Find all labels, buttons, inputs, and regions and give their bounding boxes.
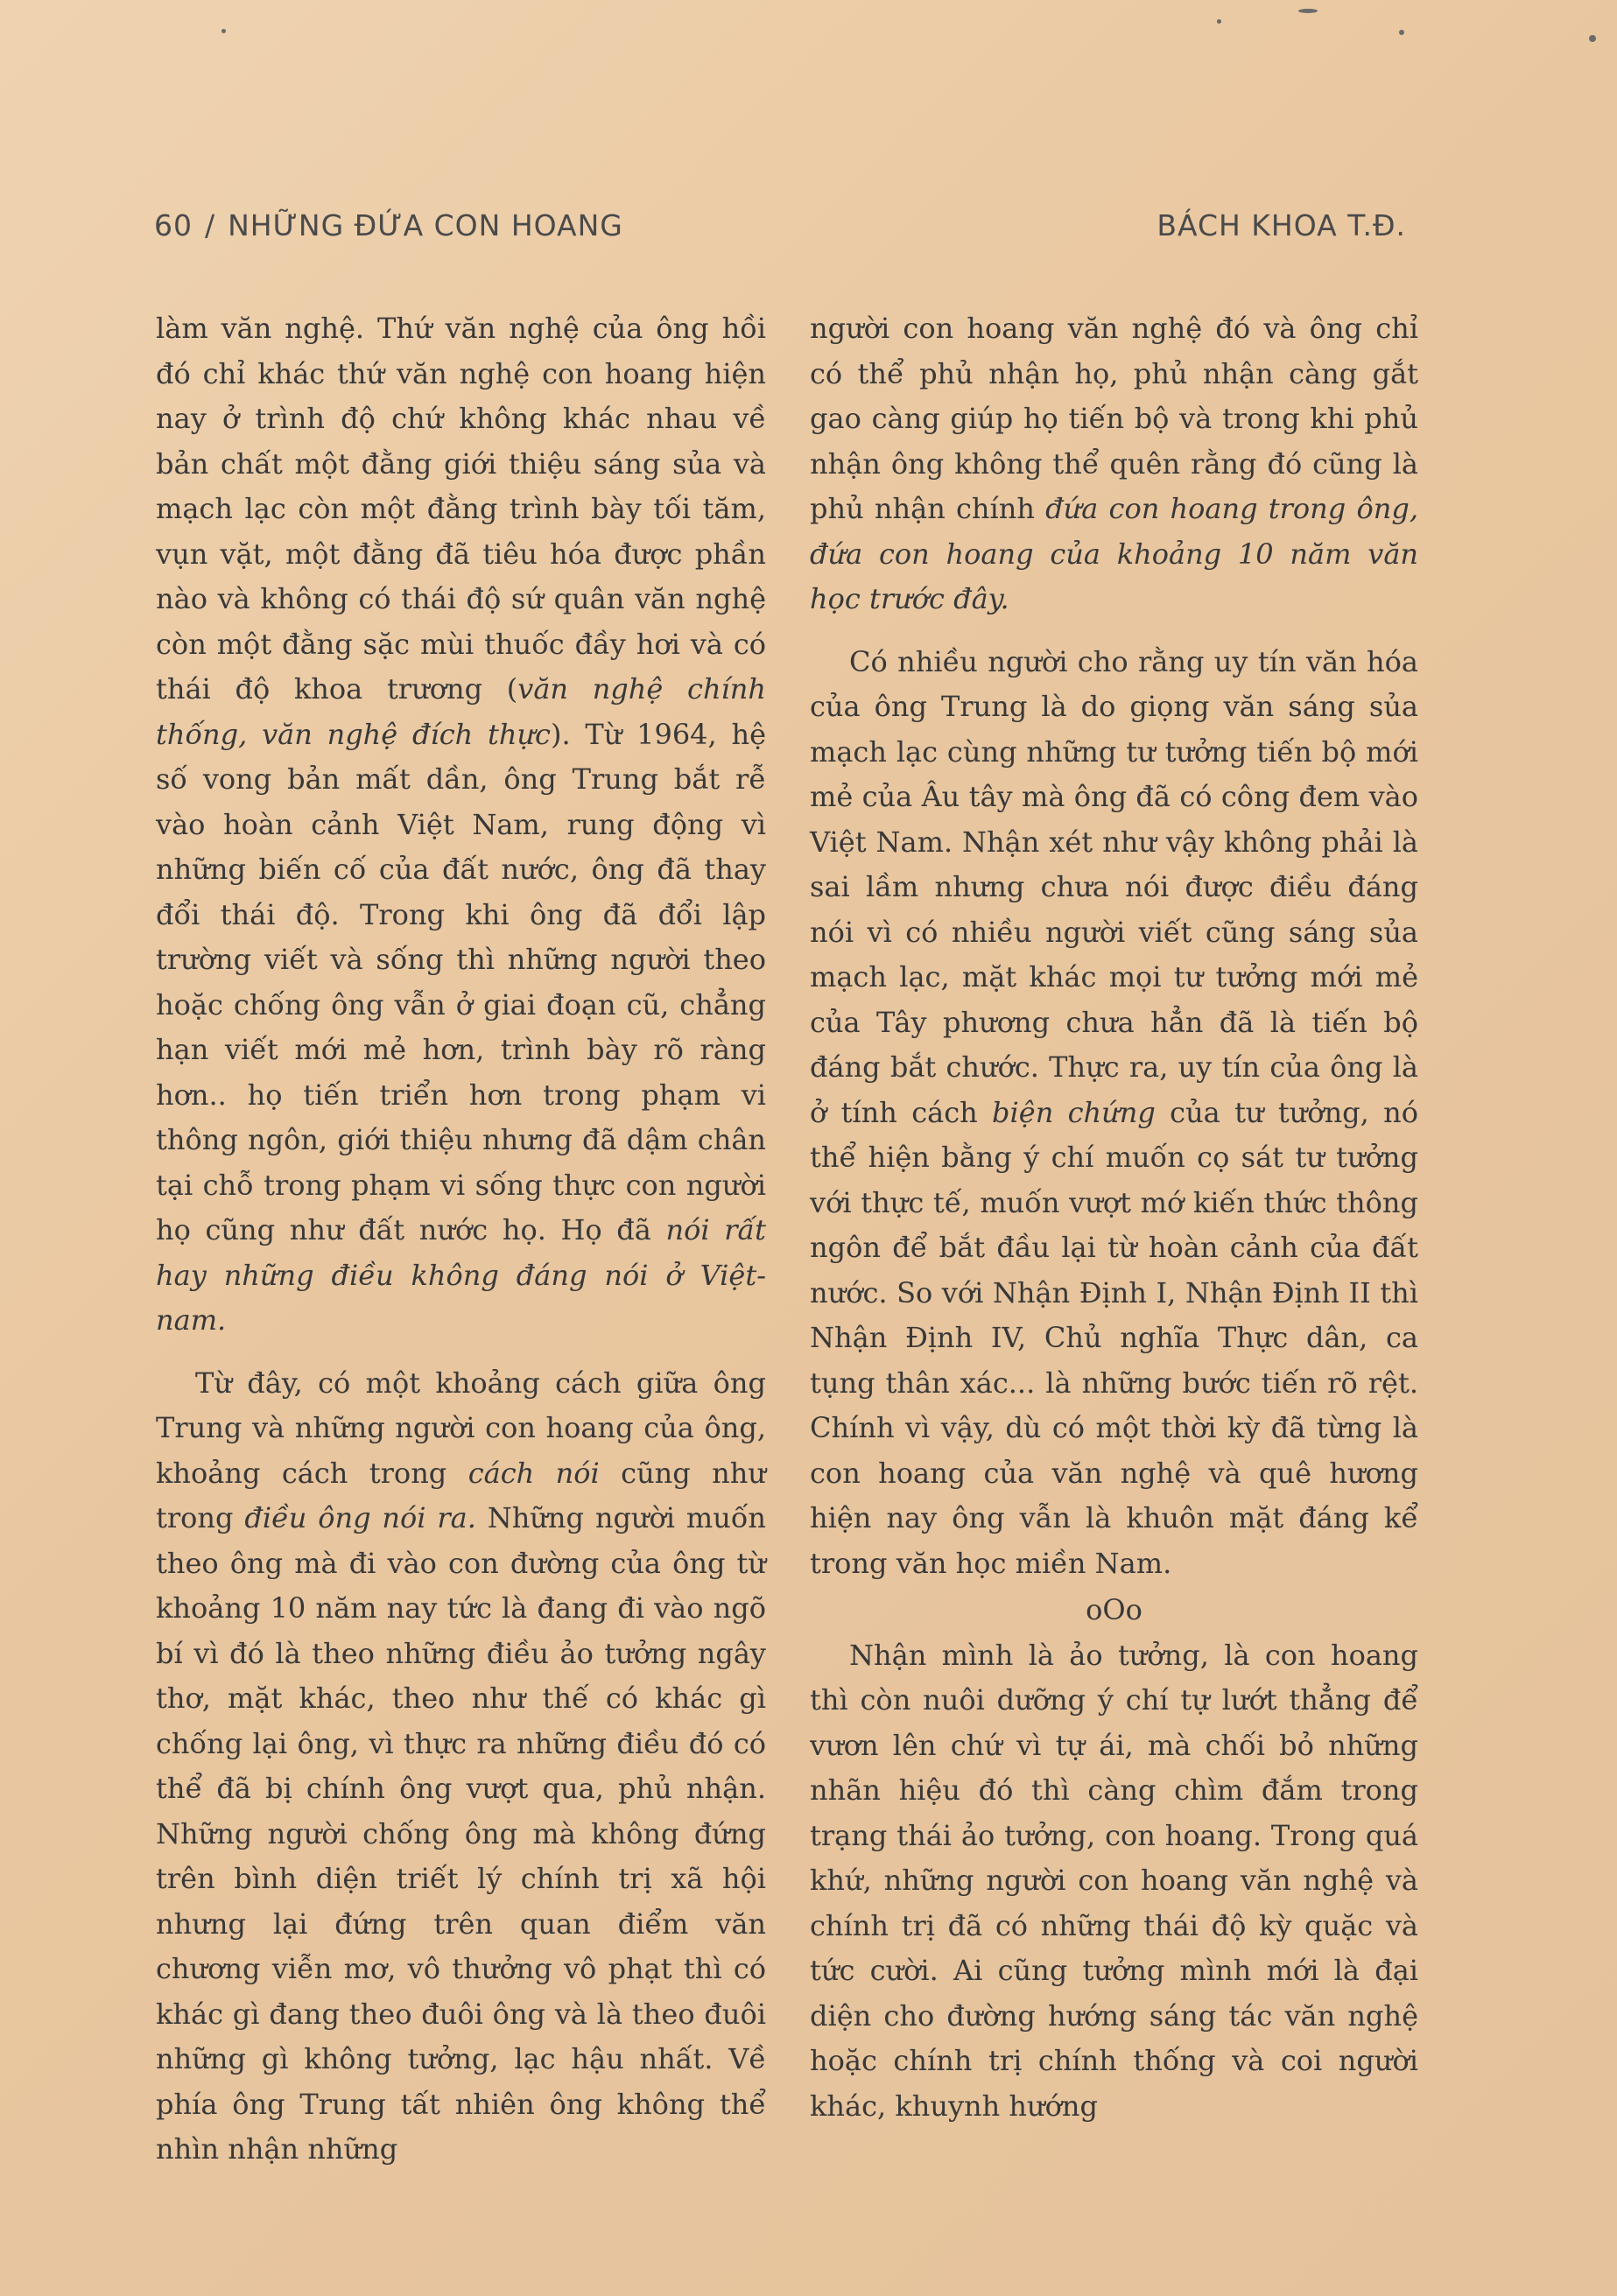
paper-speck <box>221 29 226 33</box>
paragraph: Nhận mình là ảo tưởng, là con hoang thì còn nuôi dưỡng ý chí tự lướt thẳng để vươn lên chứ vì tự ái, mà chối bỏ những nhãn hiệu đó thì càng chìm đắm trong trạng thái ảo tưởng, con hoang. Trong quá khứ, những người con hoang văn nghệ và chính trị đã có những thái độ kỳ quặc và tức cười. Ai cũng tưởng mình mới là đại diện cho đường hướng sáng tác văn nghệ hoặc chính trị chính thống và coi người khác, khuynh hướng <box>810 1638 1418 2123</box>
paragraph <box>156 306 766 1344</box>
italic-run: biện chứng <box>992 1095 1156 1129</box>
section-separator: oOo <box>1086 1593 1142 1626</box>
text-run: làm văn nghệ. Thứ văn nghệ của ông hồi đó chỉ khác thứ văn nghệ con hoang hiện nay ở trình độ chứ không khác nhau về bản chất một đằng giới thiệu sáng sủa và mạch lạc còn một đằng trình bày tối tăm, vụn vặt, một đằng đã tiêu hóa được phần nào và không có thái độ sứ quân văn nghệ còn một đằng sặc mùi thuốc đầy hơi và có thái độ khoa trương ( <box>156 312 766 706</box>
italic-run: điều ông nói ra. <box>244 1501 476 1534</box>
text-run: của tư tưởng, nó thể hiện bằng ý chí muốn cọ sát tư tưởng với thực tế, muốn vượt mớ kiến thức thông ngôn để bắt đầu lại từ hoàn cảnh của đất nước. So với Nhận Định I, Nhận Định II thì Nhận Định IV, Chủ nghĩa Thực dân, ca tụng thân xác... là những bước tiến rõ rệt. Chính vì vậy, dù có một thời kỳ đã từng là con hoang của văn nghệ và quê hương hiện nay ông vẫn là khuôn mặt đáng kể trong văn học miền Nam. <box>810 1095 1419 1580</box>
page-number: 60 <box>154 208 193 242</box>
paragraph <box>810 306 1418 622</box>
italic-run: văn nghệ chính thống, văn nghệ đích thực <box>156 672 766 751</box>
paper-speck <box>1217 19 1221 24</box>
header-separator: / <box>205 208 216 242</box>
italic-run: nói rất hay những điều không đáng nói ở Việt-nam. <box>156 1213 767 1337</box>
text-run: Những người muốn theo ông mà đi vào con đường của ông từ khoảng 10 năm nay tức là đang đi vào ngõ bí vì đó là theo những điều ảo tưởng ngây thơ, mặt khác, theo như thế có khác gì chống lại ông, vì thực ra những điều đó có thể đã bị chính ông vượt qua, phủ nhận. Những người chống ông mà không đứng trên bình diện triết lý chính trị xã hội nhưng lại đứng trên quan điểm văn chương viễn mơ, vô thưởng vô phạt thì có khác gì đang theo đuôi ông và là theo đuôi những gì không tưởng, lạc hậu nhất. Về phía ông Trung tất nhiên ông không thể nhìn nhận những <box>156 1501 766 2166</box>
article-title: NHỮNG ĐỨA CON HOANG <box>228 208 623 242</box>
text-run: cũng như trong <box>156 1456 767 1534</box>
text-run: người con hoang văn nghệ đó và ông chỉ có thể phủ nhận họ, phủ nhận càng gắt gao càng giúp họ tiến bộ và trong khi phủ nhận ông không thể quên rằng đó cũng là phủ nhận chính <box>810 312 1418 525</box>
italic-run: cách nói <box>468 1456 600 1490</box>
header-left <box>154 208 636 242</box>
right-column <box>810 306 1418 2267</box>
paragraph <box>156 1361 766 2173</box>
paper-speck <box>1589 35 1596 42</box>
text-run: Từ đây, có một khoảng cách giữa ông Trung và những người con hoang của ông, khoảng cách trong <box>156 1366 766 1490</box>
left-column <box>156 306 766 2267</box>
italic-run: đứa con hoang trong ông, đứa con hoang của khoảng 10 năm văn học trước đây. <box>810 492 1419 615</box>
paper-speck <box>1399 30 1404 35</box>
text-run: Có nhiều người cho rằng uy tín văn hóa của ông Trung là do giọng văn sáng sủa mạch lạc cùng những tư tưởng tiến bộ mới mẻ của Âu tây mà ông đã có công đem vào Việt Nam. Nhận xét như vậy không phải là sai lầm nhưng chưa nói được điều đáng nói vì có nhiều người viết cũng sáng sủa mạch lạc, mặt khác mọi tư tưởng mới mẻ của Tây phương chưa hẳn đã là tiến bộ đáng bắt chước. Thực ra, uy tín của ông là ở tính cách <box>810 644 1418 1129</box>
paragraph <box>810 640 1418 1587</box>
paper-speck <box>1298 9 1318 13</box>
page-header <box>154 208 1406 252</box>
magazine-name: BÁCH KHOA T.Đ. <box>1157 208 1406 242</box>
text-run: ). Từ 1964, hệ số vong bản mất dần, ông Trung bắt rễ vào hoàn cảnh Việt Nam, rung động vì những biến cố của đất nước, ông đã thay đổi thái độ. Trong khi ông đã đổi lập trường viết và sống thì những người theo hoặc chống ông vẫn ở giai đoạn cũ, chẳng hạn viết mới mẻ hơn, trình bày rõ ràng hơn.. họ tiến triển hơn trong phạm vi thông ngôn, giới thiệu nhưng đã dậm chân tại chỗ trong phạm vi sống thực con người họ cũng như đất nước họ. Họ đã <box>156 717 767 1246</box>
